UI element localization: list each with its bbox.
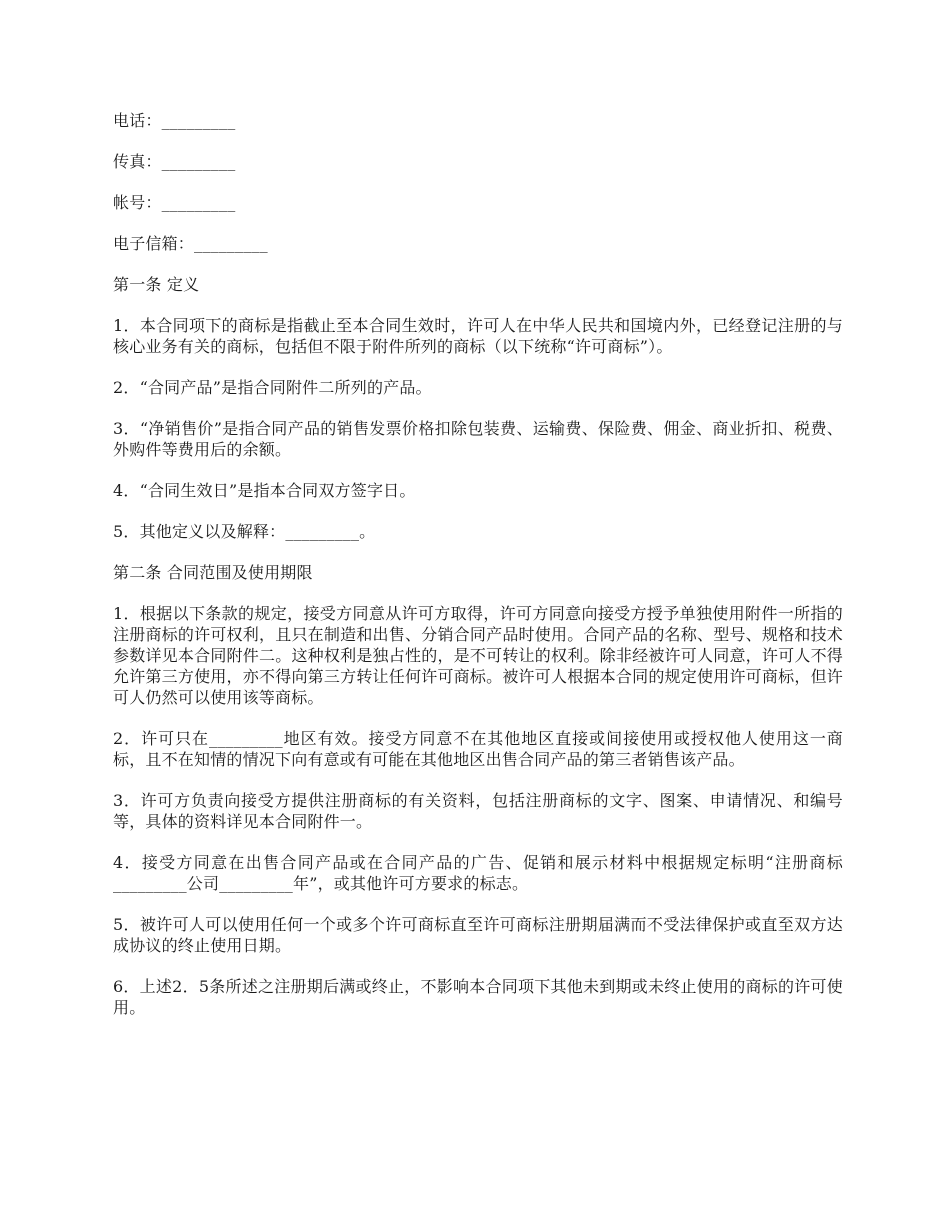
article-2-item-6: 6．上述2．5条所述之注册期后满或终止，不影响本合同项下其他未到期或未终止使用的商标的许可使用。 bbox=[113, 977, 843, 1017]
email-line: 电子信箱：_________ bbox=[113, 234, 268, 253]
article-1-item-1: 1．本合同项下的商标是指截止至本合同生效时，许可人在中华人民共和国境内外，已经登记注册的与核心业务有关的商标，包括但不限于附件所列的商标（以下统称“许可商标”）。 bbox=[113, 316, 843, 356]
article-1-item-4: 4．“合同生效日”是指本合同双方签字日。 bbox=[113, 481, 416, 500]
fax-line: 传真：_________ bbox=[113, 152, 236, 171]
article-2-item-2: 2．许可只在_________地区有效。接受方同意不在其他地区直接或间接使用或授权他人使用这一商标，且不在知情的情况下向有意或有可能在其他地区出售合同产品的第三者销售该产品。 bbox=[113, 729, 843, 769]
phone-line: 电话：_________ bbox=[113, 111, 236, 130]
article-2-item-4: 4．接受方同意在出售合同产品或在合同产品的广告、促销和展示材料中根据规定标明“注册商标_________公司_________年”，或其他许可方要求的标志。 bbox=[113, 853, 843, 893]
account-line: 帐号：_________ bbox=[113, 193, 236, 212]
article-2-title: 第二条 合同范围及使用期限 bbox=[113, 563, 313, 582]
document-page bbox=[113, 110, 843, 1038]
article-2-item-1: 1．根据以下条款的规定，接受方同意从许可方取得，许可方同意向接受方授予单独使用附件一所指的注册商标的许可权利，且只在制造和出售、分销合同产品时使用。合同产品的名称、型号、规格和技术参数详见本合同附件二。这种权利是独占性的，是不可转让的权利。除非经被许可人同意，许可人不得允许第三方使用，亦不得向第三方转让任何许可商标。被许可人根据本合同的规定使用许可商标，但许可人仍然可以使用该等商标。 bbox=[113, 604, 843, 707]
article-2-item-3: 3．许可方负责向接受方提供注册商标的有关资料，包括注册商标的文字、图案、申请情况、和编号等，具体的资料详见本合同附件一。 bbox=[113, 791, 843, 831]
article-1-title: 第一条 定义 bbox=[113, 275, 200, 294]
article-1-item-5: 5．其他定义以及解释：_________。 bbox=[113, 522, 376, 541]
article-1-item-3: 3．“净销售价”是指合同产品的销售发票价格扣除包装费、运输费、保险费、佣金、商业折扣、税费、外购件等费用后的余额。 bbox=[113, 419, 843, 459]
article-1-item-2: 2．“合同产品”是指合同附件二所列的产品。 bbox=[113, 378, 432, 397]
article-2-item-5: 5．被许可人可以使用任何一个或多个许可商标直至许可商标注册期届满而不受法律保护或直至双方达成协议的终止使用日期。 bbox=[113, 915, 843, 955]
